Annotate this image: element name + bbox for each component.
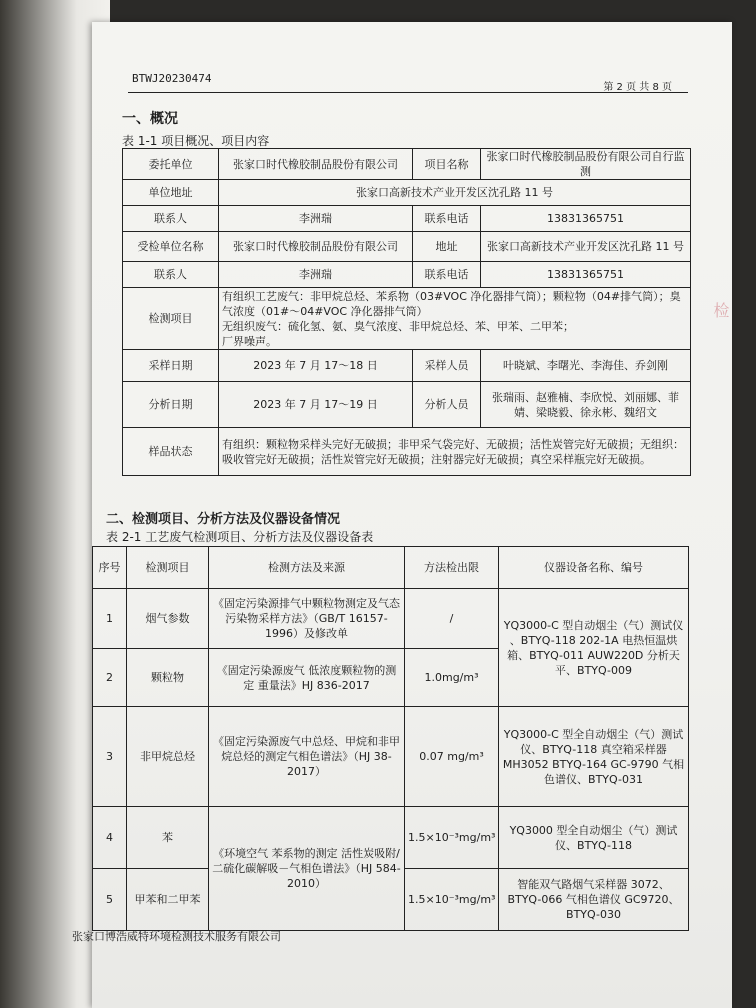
table-row xyxy=(123,288,691,350)
cell-value: 李洲瑞 xyxy=(219,262,413,288)
cell-label: 检测项目 xyxy=(123,288,219,350)
document-page xyxy=(72,22,732,1008)
row-method: 《固定污染源废气 低浓度颗粒物的测定 重量法》HJ 836-2017 xyxy=(209,649,405,707)
cell-label: 项目名称 xyxy=(413,149,481,180)
items-line: 无组织废气：硫化氢、氨、臭气浓度、非甲烷总烃、苯、甲苯、二甲苯； xyxy=(222,319,574,333)
report-number: BTWJ20230474 xyxy=(132,72,212,85)
header-cell: 序号 xyxy=(93,547,127,589)
row-equipment: 智能双气路烟气采样器 3072、BTYQ-066 气相色谱仪 GC9720、BTYQ-030 xyxy=(499,869,689,931)
row-number: 4 xyxy=(93,807,127,869)
overview-table xyxy=(122,148,691,476)
cell-label: 采样人员 xyxy=(413,350,481,382)
row-limit: 1.0mg/m³ xyxy=(405,649,499,707)
table-2-caption: 表 2-1 工艺废气检测项目、分析方法及仪器设备表 xyxy=(106,530,374,544)
cell-value: 张家口高新技术产业开发区沈孔路 11 号 xyxy=(219,180,691,206)
detection-items xyxy=(219,288,691,350)
sample-state: 有组织：颗粒物采样头完好无破损；非甲采气袋完好、无破损；活性炭管完好无破损；无组织：吸收管完好无破损；活性炭管完好无破损；注射器完好无破损；真空采样瓶完好无破损。 xyxy=(219,428,691,476)
cell-value: 2023 年 7 月 17～19 日 xyxy=(219,382,413,428)
cell-value: 张瑞雨、赵雅楠、李欣悦、刘丽娜、菲 婧、梁晓毅、徐永彬、魏绍文 xyxy=(481,382,691,428)
row-item: 苯 xyxy=(127,807,209,869)
header-cell: 检测方法及来源 xyxy=(209,547,405,589)
table-1-caption: 表 1-1 项目概况、项目内容 xyxy=(122,134,270,148)
header-cell: 检测项目 xyxy=(127,547,209,589)
table-row xyxy=(123,206,691,232)
methods-table xyxy=(92,546,689,931)
items-line: 有组织工艺废气：非甲烷总烃、苯系物（03#VOC 净化器排气筒）；颗粒物（04#排气筒）；臭气浓度（01#～04#VOC 净化器排气筒） xyxy=(222,289,681,318)
cell-value: 叶晓斌、李曙光、李海佳、乔剑刚 xyxy=(481,350,691,382)
cell-label: 样品状态 xyxy=(123,428,219,476)
row-equipment: YQ3000-C 型自动烟尘（气）测试仪 、BTYQ-118 202-1A 电热恒温烘箱、BTYQ-011 AUW220D 分析天平、BTYQ-009 xyxy=(499,589,689,707)
table-row xyxy=(123,180,691,206)
cell-label: 受检单位名称 xyxy=(123,232,219,262)
table-row xyxy=(123,232,691,262)
cell-label: 采样日期 xyxy=(123,350,219,382)
row-limit: 1.5×10⁻³mg/m³ xyxy=(405,869,499,931)
row-number: 2 xyxy=(93,649,127,707)
cell-label: 分析人员 xyxy=(413,382,481,428)
cell-label: 联系人 xyxy=(123,206,219,232)
row-method: 《固定污染源排气中颗粒物测定及气态污染物采样方法》（GB/T 16157-1996）及修改单 xyxy=(209,589,405,649)
cell-label: 联系电话 xyxy=(413,262,481,288)
section-1-title: 一、概况 xyxy=(122,111,178,127)
cell-label: 单位地址 xyxy=(123,180,219,206)
edge-stamp: 检 xyxy=(711,302,730,318)
header-cell: 仪器设备名称、编号 xyxy=(499,547,689,589)
table-row xyxy=(93,589,689,649)
row-number: 3 xyxy=(93,707,127,807)
table-row xyxy=(93,807,689,869)
cell-value: 13831365751 xyxy=(481,262,691,288)
row-equipment: YQ3000 型全自动烟尘（气）测试仪、BTYQ-118 xyxy=(499,807,689,869)
cell-value: 张家口高新技术产业开发区沈孔路 11 号 xyxy=(481,232,691,262)
table-row xyxy=(123,382,691,428)
table-row xyxy=(123,149,691,180)
header-rule xyxy=(128,92,688,93)
table-row xyxy=(93,707,689,807)
row-limit: 0.07 mg/m³ xyxy=(405,707,499,807)
section-2-title: 二、检测项目、分析方法及仪器设备情况 xyxy=(106,512,341,527)
cell-value: 13831365751 xyxy=(481,206,691,232)
table-row xyxy=(123,428,691,476)
footer-company: 张家口博浩威特环境检测技术服务有限公司 xyxy=(72,930,281,943)
table-header-row xyxy=(93,547,689,589)
row-method: 《环境空气 苯系物的测定 活性炭吸附/二硫化碳解吸－气相色谱法》（HJ 584-2010） xyxy=(209,807,405,931)
items-line: 厂界噪声。 xyxy=(222,334,277,348)
row-item: 非甲烷总烃 xyxy=(127,707,209,807)
table-row xyxy=(123,350,691,382)
table-row xyxy=(123,262,691,288)
row-limit: 1.5×10⁻³mg/m³ xyxy=(405,807,499,869)
cell-value: 2023 年 7 月 17～18 日 xyxy=(219,350,413,382)
header-cell: 方法检出限 xyxy=(405,547,499,589)
row-item: 甲苯和二甲苯 xyxy=(127,869,209,931)
row-limit: / xyxy=(405,589,499,649)
cell-value: 张家口时代橡胶制品股份有限公司 xyxy=(219,232,413,262)
cell-label: 联系人 xyxy=(123,262,219,288)
cell-value: 张家口时代橡胶制品股份有限公司自行监测 xyxy=(481,149,691,180)
row-equipment: YQ3000-C 型全自动烟尘（气）测试仪、BTYQ-118 真空箱采样器 MH3052 BTYQ-164 GC-9790 气相色谱仪、BTYQ-031 xyxy=(499,707,689,807)
cell-label: 地址 xyxy=(413,232,481,262)
row-number: 1 xyxy=(93,589,127,649)
row-item: 烟气参数 xyxy=(127,589,209,649)
cell-label: 委托单位 xyxy=(123,149,219,180)
page-indicator: 第 2 页 共 8 页 xyxy=(603,82,672,93)
row-number: 5 xyxy=(93,869,127,931)
cell-label: 联系电话 xyxy=(413,206,481,232)
row-method: 《固定污染源废气中总烃、甲烷和非甲烷总烃的测定气相色谱法》（HJ 38-2017） xyxy=(209,707,405,807)
cell-label: 分析日期 xyxy=(123,382,219,428)
cell-value: 李洲瑞 xyxy=(219,206,413,232)
cell-value: 张家口时代橡胶制品股份有限公司 xyxy=(219,149,413,180)
row-item: 颗粒物 xyxy=(127,649,209,707)
